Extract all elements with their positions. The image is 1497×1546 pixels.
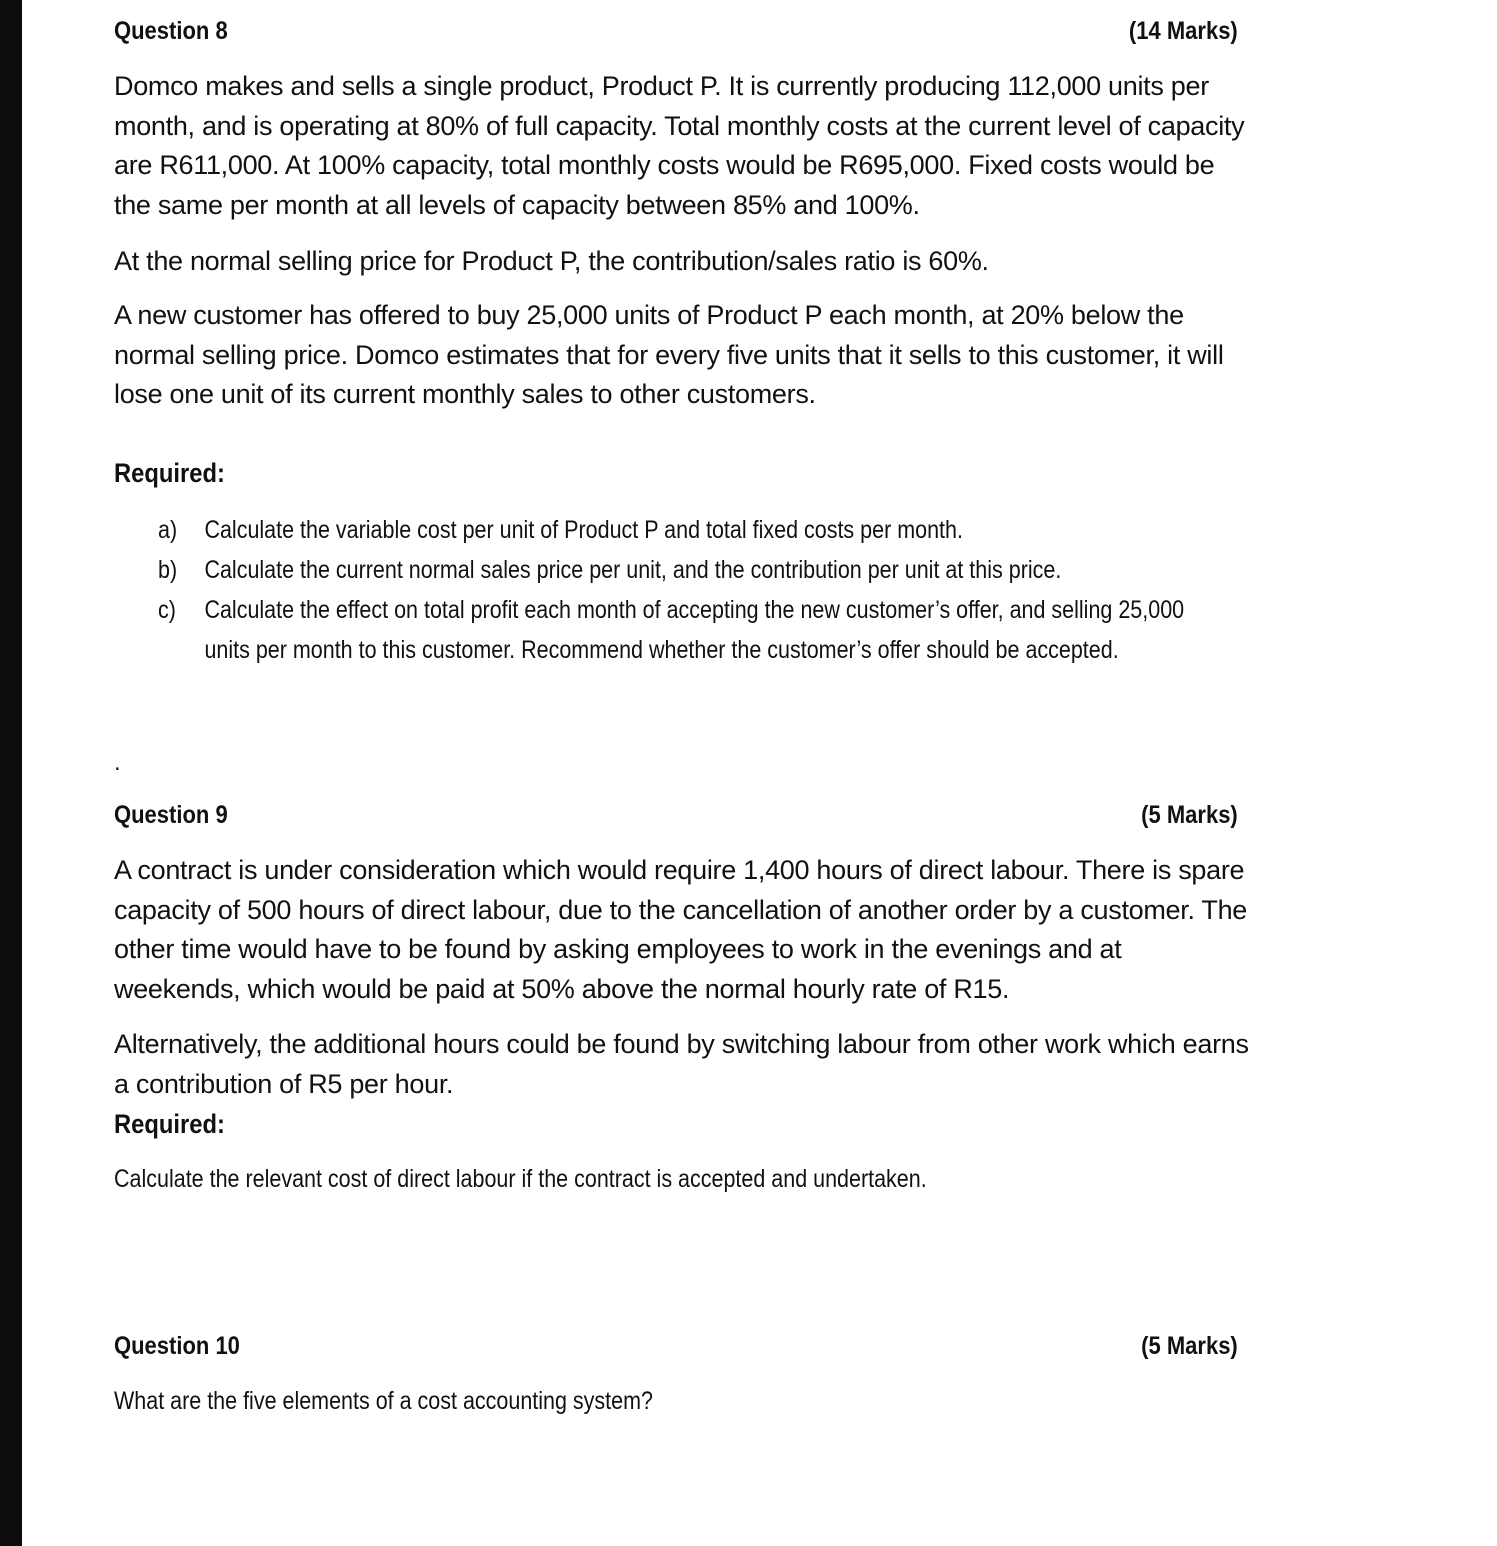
question-9-title: Question 9 — [114, 801, 228, 829]
list-item-letter: b) — [158, 556, 178, 584]
question-10-heading — [114, 1331, 1238, 1361]
question-10-marks: (5 Marks) — [1141, 1332, 1238, 1360]
list-item-text: Calculate the current normal sales price per unit, and the contribution per unit at this price. — [204, 556, 1062, 584]
list-item — [158, 590, 1190, 670]
question-8-paragraph-2: At the normal selling price for Product P, the contribution/sales ratio is 60%. — [114, 246, 989, 276]
list-item — [158, 510, 1190, 550]
question-10-title: Question 10 — [114, 1332, 240, 1360]
question-8-required-label: Required: — [114, 458, 225, 488]
list-item-text: Calculate the variable cost per unit of Product P and total fixed costs per month. — [204, 516, 963, 544]
question-9-marks: (5 Marks) — [1141, 801, 1238, 829]
left-edge-bar — [0, 0, 22, 1546]
question-8-requirements-list — [158, 510, 1190, 670]
question-9-paragraph-2: Alternatively, the additional hours could be found by switching labour from other work which earns a contribution of R5 per hour. — [114, 1029, 1249, 1099]
separator-dot: . — [114, 749, 121, 776]
question-8-paragraph-3: A new customer has offered to buy 25,000 units of Product P each month, at 20% below the normal selling price. Domco estimates that for every five units that it sells to this customer, it will lose one unit of its current monthly sales to other customers. — [114, 300, 1224, 409]
question-10-text: What are the five elements of a cost accounting system? — [114, 1387, 653, 1415]
question-9-paragraph-1: A contract is under consideration which would require 1,400 hours of direct labour. There is spare capacity of 500 hours of direct labour, due to the cancellation of another order by a customer. The other time would have to be found by asking employees to work in the evenings and at weekends, which would be paid at 50% above the normal hourly rate of R15. — [114, 855, 1248, 1004]
question-8-heading — [114, 16, 1238, 46]
list-item-text: Calculate the effect on total profit each month of accepting the new customer’s offer, and selling 25,000 units per month to this customer. Recommend whether the customer’s offer should be accepted. — [204, 596, 1185, 664]
list-item-letter: a) — [158, 516, 178, 544]
question-9-heading — [114, 800, 1238, 830]
question-8-title: Question 8 — [114, 17, 228, 45]
question-9-task: Calculate the relevant cost of direct labour if the contract is accepted and undertaken. — [114, 1165, 927, 1193]
question-8-marks: (14 Marks) — [1128, 17, 1238, 45]
list-item-letter: c) — [158, 596, 176, 624]
question-9-required-label: Required: — [114, 1109, 225, 1139]
list-item — [158, 550, 1190, 590]
question-8-paragraph-1: Domco makes and sells a single product, Product P. It is currently producing 112,000 units per month, and is operating at 80% of full capacity. Total monthly costs at the current level of capacity are R611,000. At 100% capacity, total monthly costs would be R695,000. Fixed costs would be the same per month at all levels of capacity between 85% and 100%. — [114, 71, 1245, 220]
